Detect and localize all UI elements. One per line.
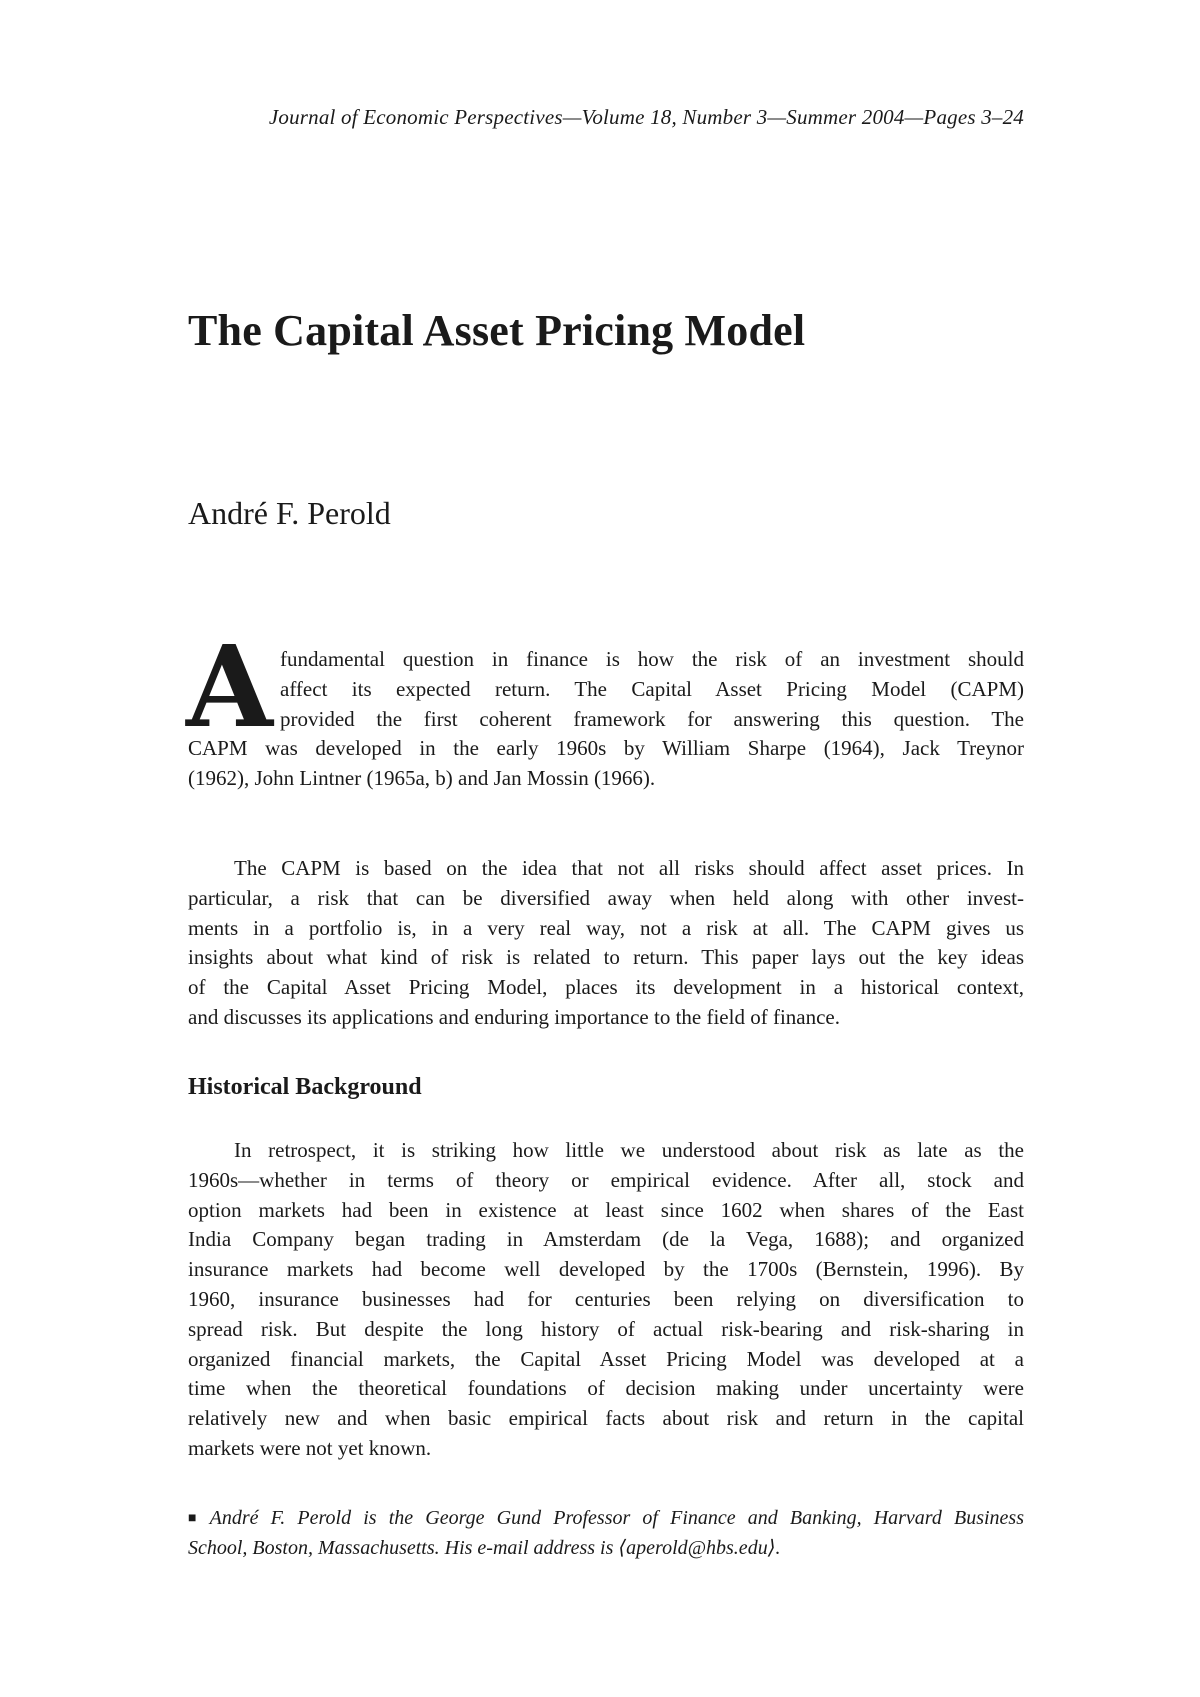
- paragraph-line: spread risk. But despite the long history of actual risk-bearing and risk-sharing in: [188, 1316, 1024, 1341]
- drop-cap: A: [186, 622, 273, 753]
- body-paragraph: [188, 1136, 1024, 1464]
- paragraph-line: fundamental question in finance is how the risk of an investment should: [280, 647, 1024, 671]
- body-paragraph: [188, 854, 1024, 1033]
- footnote-line: School, Boston, Massachusetts. His e-mail address is ⟨aperold@hbs.edu⟩.: [188, 1536, 781, 1559]
- running-head: Journal of Economic Perspectives—Volume 18, Number 3—Summer 2004—Pages 3–24: [268, 105, 1024, 129]
- footnote-line: [188, 1503, 1024, 1533]
- article-title: The Capital Asset Pricing Model: [188, 306, 806, 355]
- paragraph-line: and discusses its applications and enduring importance to the field of finance.: [188, 1004, 840, 1029]
- paragraph-line: of the Capital Asset Pricing Model, places its development in a historical context,: [188, 975, 1024, 1000]
- paragraph-line: 1960s—whether in terms of theory or empirical evidence. After all, stock and: [188, 1167, 1024, 1192]
- paragraph-line: CAPM was developed in the early 1960s by William Sharpe (1964), Jack Treynor: [188, 736, 1024, 761]
- paragraph-line: The CAPM is based on the idea that not all risks should affect asset prices. In: [234, 856, 1024, 880]
- square-bullet-icon: ■: [188, 1511, 204, 1526]
- paragraph-line: insights about what kind of risk is related to return. This paper lays out the key ideas: [188, 945, 1024, 970]
- paragraph-line: relatively new and when basic empirical facts about risk and return in the capital: [188, 1406, 1024, 1431]
- paragraph-line: 1960, insurance businesses had for centuries been relying on diversification to: [188, 1286, 1024, 1311]
- paragraph-line: ments in a portfolio is, in a very real way, not a risk at all. The CAPM gives us: [188, 915, 1024, 940]
- paragraph-line: time when the theoretical foundations of decision making under uncertainty were: [188, 1376, 1024, 1401]
- author-name: André F. Perold: [188, 495, 391, 531]
- paragraph-line: option markets had been in existence at least since 1602 when shares of the East: [188, 1197, 1024, 1222]
- paragraph-line: insurance markets had become well developed by the 1700s (Bernstein, 1996). By: [188, 1257, 1024, 1282]
- paragraph-line: markets were not yet known.: [188, 1435, 432, 1460]
- author-footnote: [188, 1503, 1024, 1563]
- paragraph-line: In retrospect, it is striking how little we understood about risk as late as the: [234, 1138, 1024, 1162]
- paragraph-line: India Company began trading in Amsterdam (de la Vega, 1688); and organized: [188, 1227, 1024, 1252]
- section-heading: Historical Background: [188, 1074, 422, 1100]
- paragraph-line: particular, a risk that can be diversified away when held along with other invest-: [188, 885, 1024, 910]
- paragraph-line: provided the first coherent framework for answering this question. The: [280, 706, 1024, 731]
- intro-paragraph: [186, 622, 1024, 794]
- paragraph-line: affect its expected return. The Capital Asset Pricing Model (CAPM): [280, 676, 1024, 701]
- footnote-text: André F. Perold is the George Gund Professor of Finance and Banking, Harvard Business: [209, 1507, 1024, 1529]
- paragraph-line: (1962), John Lintner (1965a, b) and Jan Mossin (1966).: [188, 766, 656, 791]
- paragraph-line: organized financial markets, the Capital Asset Pricing Model was developed at a: [188, 1346, 1024, 1371]
